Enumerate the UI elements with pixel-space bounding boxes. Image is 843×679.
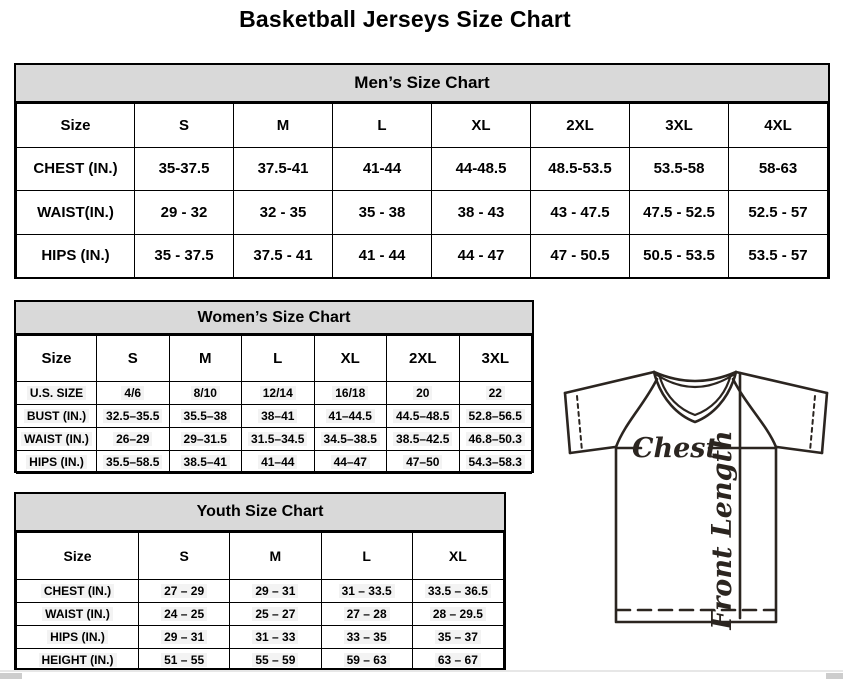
row-label-cell <box>17 580 139 603</box>
value-cell-text: 38.5–41 <box>181 455 230 469</box>
value-cell-text: 28 – 29.5 <box>430 607 486 621</box>
size-cell-text: L <box>273 350 283 367</box>
size-cell <box>333 104 432 148</box>
measurement-row <box>17 626 504 649</box>
row-label-cell-text: CHEST (IN.) <box>33 160 118 178</box>
row-label-cell-text: BUST (IN.) <box>24 409 89 423</box>
row-label-cell <box>17 191 135 235</box>
left-cuff-dashed-line <box>577 396 582 451</box>
value-cell <box>230 580 321 603</box>
row-label-cell <box>17 405 97 428</box>
row-label-cell-text: WAIST (IN.) <box>21 432 92 446</box>
value-cell <box>432 191 531 235</box>
size-cell <box>314 336 387 382</box>
value-cell <box>531 234 630 278</box>
value-cell-text: 41 - 44 <box>358 247 406 265</box>
size-cell <box>729 104 828 148</box>
value-cell-text: 25 – 27 <box>252 607 298 621</box>
value-cell-text: 52.8–56.5 <box>466 409 525 423</box>
horizontal-scrollbar-track[interactable] <box>0 670 843 672</box>
value-cell-text: 44.5–48.5 <box>393 409 452 423</box>
womens-size-table <box>16 335 532 474</box>
left-sleeve-outer-edge <box>565 393 570 453</box>
size-label-cell <box>17 336 97 382</box>
value-cell-text: 35.5–58.5 <box>103 455 162 469</box>
value-cell <box>459 382 532 405</box>
womens-size-chart-title: Women’s Size Chart <box>16 302 532 335</box>
value-cell <box>459 428 532 451</box>
value-cell <box>729 234 828 278</box>
value-cell-text: 29 - 32 <box>160 203 208 221</box>
right-shoulder-line <box>736 372 827 393</box>
size-cell <box>432 104 531 148</box>
size-cell-text: L <box>362 548 371 564</box>
page-title: Basketball Jerseys Size Chart <box>239 6 571 32</box>
left-sleeve-cuff <box>570 447 615 453</box>
value-cell <box>139 649 230 672</box>
size-cell-text: M <box>269 548 282 564</box>
row-label-cell <box>17 603 139 626</box>
value-cell <box>412 626 503 649</box>
measurement-row <box>17 603 504 626</box>
row-label-cell-text: CHEST (IN.) <box>41 584 114 598</box>
measurement-row <box>17 234 828 278</box>
value-cell-text: 35-37.5 <box>158 160 210 178</box>
value-cell <box>630 147 729 191</box>
size-cell-text: S <box>127 350 138 367</box>
value-cell <box>139 603 230 626</box>
value-cell-text: 22 <box>486 386 505 400</box>
value-cell <box>230 603 321 626</box>
value-cell-text: 37.5-41 <box>257 160 309 178</box>
value-cell <box>387 405 460 428</box>
value-cell <box>321 603 412 626</box>
size-header-row <box>17 533 504 580</box>
size-cell <box>97 336 170 382</box>
row-label-cell <box>17 147 135 191</box>
value-cell-text: 38–41 <box>258 409 297 423</box>
value-cell <box>531 147 630 191</box>
value-cell-text: 33 – 35 <box>344 630 390 644</box>
size-cell <box>234 104 333 148</box>
value-cell <box>242 451 315 474</box>
size-cell-text: 3XL <box>481 350 509 367</box>
size-cell <box>412 533 503 580</box>
size-cell-text: S <box>178 116 189 134</box>
value-cell <box>135 234 234 278</box>
value-cell <box>242 428 315 451</box>
youth-size-chart-title: Youth Size Chart <box>16 494 504 532</box>
value-cell <box>234 191 333 235</box>
value-cell-text: 31 – 33.5 <box>339 584 395 598</box>
value-cell-text: 41-44 <box>362 160 402 178</box>
measurement-row <box>17 405 532 428</box>
value-cell <box>135 147 234 191</box>
value-cell-text: 41–44 <box>258 455 297 469</box>
front-length-label: Front Length <box>707 430 738 630</box>
row-label-cell <box>17 451 97 474</box>
value-cell-text: 31.5–34.5 <box>248 432 307 446</box>
size-header-row <box>17 104 828 148</box>
row-label-cell <box>17 234 135 278</box>
value-cell <box>459 451 532 474</box>
jersey-body-outline <box>616 447 776 622</box>
value-cell-text: 29 – 31 <box>161 630 207 644</box>
value-cell-text: 47.5 - 52.5 <box>643 203 715 221</box>
row-label-cell-text: HIPS (IN.) <box>47 630 108 644</box>
value-cell <box>412 649 503 672</box>
value-cell <box>314 405 387 428</box>
value-cell-text: 44–47 <box>331 455 370 469</box>
row-label-cell <box>17 382 97 405</box>
value-cell-text: 20 <box>413 386 432 400</box>
row-label-cell-text: HEIGHT (IN.) <box>39 653 117 667</box>
measurement-row <box>17 580 504 603</box>
value-cell-text: 44 - 47 <box>457 247 505 265</box>
size-cell-text: L <box>377 116 387 134</box>
mens-size-chart-title: Men’s Size Chart <box>16 65 828 103</box>
size-cell <box>531 104 630 148</box>
measurement-row <box>17 649 504 672</box>
row-label-cell-text: HIPS (IN.) <box>26 455 87 469</box>
value-cell <box>387 428 460 451</box>
value-cell-text: 33.5 – 36.5 <box>425 584 491 598</box>
value-cell <box>97 451 170 474</box>
value-cell-text: 47 - 50.5 <box>550 247 610 265</box>
value-cell-text: 50.5 - 53.5 <box>643 247 715 265</box>
row-label-cell <box>17 428 97 451</box>
value-cell-text: 27 – 29 <box>161 584 207 598</box>
value-cell <box>169 451 242 474</box>
left-shoulder-line <box>565 372 654 393</box>
value-cell-text: 53.5 - 57 <box>748 247 808 265</box>
value-cell-text: 32 - 35 <box>259 203 307 221</box>
chest-label: Chest <box>632 433 718 464</box>
size-cell-text: 3XL <box>665 116 693 134</box>
size-cell <box>139 533 230 580</box>
value-cell <box>97 428 170 451</box>
value-cell-text: 24 – 25 <box>161 607 207 621</box>
value-cell-text: 63 – 67 <box>435 653 481 667</box>
measurement-row <box>17 147 828 191</box>
value-cell-text: 38 - 43 <box>457 203 505 221</box>
value-cell <box>432 234 531 278</box>
value-cell <box>387 451 460 474</box>
value-cell <box>432 147 531 191</box>
measurement-row <box>17 191 828 235</box>
size-cell <box>169 336 242 382</box>
value-cell-text: 38.5–42.5 <box>393 432 452 446</box>
value-cell-text: 27 – 28 <box>344 607 390 621</box>
value-cell <box>531 191 630 235</box>
size-label-cell-text: Size <box>41 350 72 367</box>
jersey-measurement-diagram <box>555 360 840 635</box>
value-cell-text: 47–50 <box>403 455 442 469</box>
value-cell-text: 16/18 <box>332 386 368 400</box>
value-cell <box>412 580 503 603</box>
measurement-row <box>17 451 532 474</box>
mens-size-table <box>16 103 828 278</box>
value-cell-text: 41–44.5 <box>326 409 375 423</box>
value-cell <box>139 626 230 649</box>
row-label-cell <box>17 626 139 649</box>
jersey-diagram-svg <box>555 360 840 635</box>
row-label-cell <box>17 649 139 672</box>
size-label-cell <box>17 104 135 148</box>
right-cuff-dashed-line <box>810 396 815 451</box>
value-cell-text: 8/10 <box>191 386 220 400</box>
womens-size-chart <box>14 300 534 473</box>
value-cell <box>387 382 460 405</box>
value-cell <box>242 382 315 405</box>
size-cell-text: XL <box>448 548 467 564</box>
value-cell-text: 51 – 55 <box>161 653 207 667</box>
value-cell <box>234 234 333 278</box>
value-cell <box>314 382 387 405</box>
value-cell-text: 52.5 - 57 <box>748 203 808 221</box>
row-label-cell-text: WAIST (IN.) <box>42 607 113 621</box>
size-cell <box>459 336 532 382</box>
value-cell-text: 12/14 <box>260 386 296 400</box>
size-label-cell-text: Size <box>60 116 91 134</box>
measurement-row <box>17 428 532 451</box>
size-cell-text: XL <box>340 350 360 367</box>
value-cell-text: 46.8–50.3 <box>466 432 525 446</box>
size-cell-text: 4XL <box>764 116 792 134</box>
size-cell <box>321 533 412 580</box>
value-cell <box>230 626 321 649</box>
value-cell <box>729 147 828 191</box>
value-cell <box>630 191 729 235</box>
size-cell-text: S <box>179 548 189 564</box>
youth-size-table <box>16 532 504 672</box>
mens-size-chart <box>14 63 830 279</box>
value-cell <box>139 580 230 603</box>
value-cell-text: 35 – 37 <box>435 630 481 644</box>
value-cell-text: 48.5-53.5 <box>548 160 612 178</box>
size-header-row <box>17 336 532 382</box>
value-cell <box>333 147 432 191</box>
size-cell-text: M <box>199 350 212 367</box>
value-cell <box>321 649 412 672</box>
size-label-cell <box>17 533 139 580</box>
value-cell <box>333 191 432 235</box>
value-cell <box>242 405 315 428</box>
value-cell <box>230 649 321 672</box>
row-label-cell-text: HIPS (IN.) <box>41 247 110 265</box>
value-cell-text: 34.5–38.5 <box>321 432 380 446</box>
value-cell <box>630 234 729 278</box>
value-cell-text: 35.5–38 <box>181 409 230 423</box>
value-cell-text: 32.5–35.5 <box>103 409 162 423</box>
value-cell-text: 43 - 47.5 <box>550 203 610 221</box>
value-cell-text: 26–29 <box>113 432 152 446</box>
size-cell-text: XL <box>471 116 491 134</box>
value-cell <box>459 405 532 428</box>
value-cell <box>234 147 333 191</box>
youth-size-chart <box>14 492 506 670</box>
size-cell-text: 2XL <box>566 116 594 134</box>
value-cell <box>321 580 412 603</box>
value-cell-text: 58-63 <box>758 160 798 178</box>
value-cell-text: 53.5-58 <box>653 160 705 178</box>
horizontal-scrollbar-thumb[interactable] <box>0 673 22 679</box>
value-cell-text: 35 - 37.5 <box>154 247 214 265</box>
value-cell <box>314 451 387 474</box>
size-cell-text: 2XL <box>408 350 437 367</box>
value-cell-text: 29–31.5 <box>181 432 230 446</box>
row-label-cell-text: U.S. SIZE <box>27 386 86 400</box>
value-cell <box>169 405 242 428</box>
value-cell-text: 31 – 33 <box>252 630 298 644</box>
size-cell <box>242 336 315 382</box>
value-cell <box>333 234 432 278</box>
value-cell <box>729 191 828 235</box>
value-cell-text: 44-48.5 <box>455 160 507 178</box>
size-cell <box>135 104 234 148</box>
right-sleeve-outer-edge <box>822 393 827 453</box>
value-cell <box>97 405 170 428</box>
horizontal-scrollbar-corner[interactable] <box>826 673 843 679</box>
value-cell <box>314 428 387 451</box>
value-cell <box>97 382 170 405</box>
value-cell-text: 29 – 31 <box>252 584 298 598</box>
value-cell-text: 54.3–58.3 <box>466 455 525 469</box>
value-cell <box>169 428 242 451</box>
size-cell <box>630 104 729 148</box>
value-cell-text: 59 – 63 <box>344 653 390 667</box>
right-sleeve-cuff <box>777 447 822 453</box>
value-cell <box>135 191 234 235</box>
row-label-cell-text: WAIST(IN.) <box>37 203 114 221</box>
measurement-row <box>17 382 532 405</box>
size-cell <box>230 533 321 580</box>
value-cell-text: 4/6 <box>121 386 144 400</box>
size-cell <box>387 336 460 382</box>
size-cell-text: M <box>276 116 290 134</box>
size-label-cell-text: Size <box>63 548 92 564</box>
value-cell-text: 37.5 - 41 <box>253 247 313 265</box>
value-cell-text: 35 - 38 <box>358 203 406 221</box>
value-cell-text: 55 – 59 <box>252 653 298 667</box>
value-cell <box>412 603 503 626</box>
value-cell <box>321 626 412 649</box>
value-cell <box>169 382 242 405</box>
